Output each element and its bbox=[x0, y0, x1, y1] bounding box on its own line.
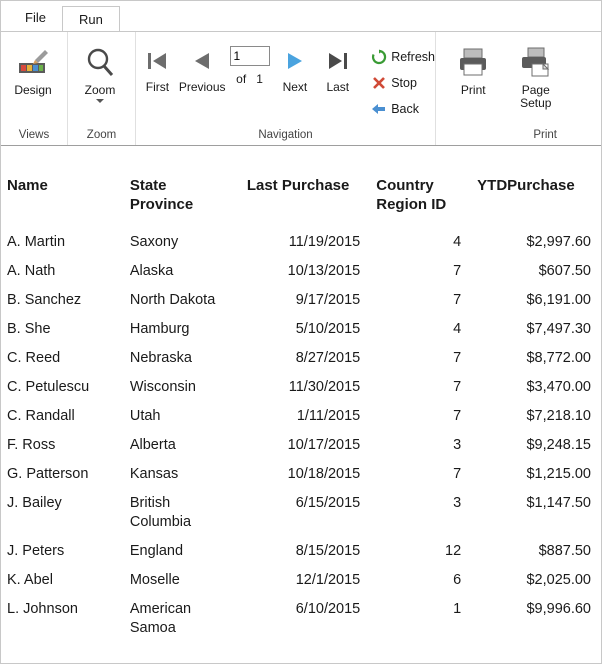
cell-country_region_id: 4 bbox=[453, 234, 462, 250]
ribbon-group-print bbox=[435, 32, 567, 145]
page-of-label: of bbox=[236, 72, 247, 86]
cell-country_region_id: 4 bbox=[453, 321, 462, 337]
cell-state: Kansas bbox=[129, 466, 179, 482]
page-number-control bbox=[226, 38, 274, 86]
cell-country_region_id: 7 bbox=[453, 379, 462, 395]
cell-last_purchase: 12/1/2015 bbox=[295, 572, 361, 588]
design-icon bbox=[15, 42, 51, 82]
table-row bbox=[1, 402, 601, 431]
cell-state: Alberta bbox=[129, 437, 176, 453]
previous-page-label: Previous bbox=[178, 80, 226, 94]
report-table bbox=[1, 176, 601, 643]
cell-country_region_id: 7 bbox=[453, 408, 462, 424]
cell-last_purchase: 10/18/2015 bbox=[287, 466, 361, 482]
table-body bbox=[1, 228, 601, 643]
cell-last_purchase: 6/10/2015 bbox=[295, 601, 361, 617]
table-row bbox=[1, 373, 601, 402]
table-row bbox=[1, 489, 601, 537]
cell-name: C. Randall bbox=[7, 408, 75, 424]
zoom-button[interactable] bbox=[68, 38, 132, 103]
cell-name: B. Sanchez bbox=[7, 292, 82, 308]
cell-last_purchase: 6/15/2015 bbox=[295, 495, 361, 511]
last-page-label: Last bbox=[326, 80, 350, 94]
cell-ytd_purchase: $607.50 bbox=[538, 263, 591, 279]
page-setup-button-label: Page Setup bbox=[520, 83, 552, 110]
tab-file[interactable] bbox=[9, 5, 62, 31]
ribbon-tabstrip bbox=[1, 1, 601, 31]
cell-name: G. Patterson bbox=[7, 466, 89, 482]
back-label: Back bbox=[391, 102, 419, 116]
table-row bbox=[1, 286, 601, 315]
first-page-icon bbox=[144, 44, 170, 78]
table-row bbox=[1, 537, 601, 566]
cell-name: A. Nath bbox=[7, 263, 56, 279]
cell-state: North Dakota bbox=[129, 292, 216, 308]
cell-country_region_id: 7 bbox=[453, 350, 462, 366]
cell-ytd_purchase: $7,497.30 bbox=[526, 321, 591, 337]
column-header-name: Name bbox=[7, 177, 48, 194]
cell-ytd_purchase: $2,025.00 bbox=[526, 572, 591, 588]
ribbon-group-navigation bbox=[135, 32, 435, 145]
cell-state: Saxony bbox=[129, 234, 179, 250]
cell-state: England bbox=[129, 543, 184, 559]
next-page-button[interactable] bbox=[274, 38, 317, 94]
table-row bbox=[1, 431, 601, 460]
stop-button[interactable] bbox=[367, 70, 435, 96]
cell-country_region_id: 1 bbox=[453, 601, 462, 617]
cell-name: J. Bailey bbox=[7, 495, 62, 511]
ribbon bbox=[1, 31, 601, 146]
cell-name: C. Petulescu bbox=[7, 379, 90, 395]
cell-country_region_id: 6 bbox=[453, 572, 462, 588]
column-header-ytd-purchase: YTDPurchase bbox=[477, 177, 575, 194]
back-arrow-icon bbox=[367, 101, 391, 117]
cell-ytd_purchase: $7,218.10 bbox=[526, 408, 591, 424]
cell-ytd_purchase: $2,997.60 bbox=[526, 234, 591, 250]
next-page-icon bbox=[282, 44, 308, 78]
navigation-commands bbox=[359, 38, 435, 122]
design-button-label: Design bbox=[14, 83, 52, 97]
next-page-label: Next bbox=[282, 80, 308, 94]
last-page-icon bbox=[325, 44, 351, 78]
stop-icon bbox=[367, 75, 391, 91]
ribbon-group-views-label: Views bbox=[18, 129, 50, 141]
tab-run-label: Run bbox=[78, 12, 103, 27]
cell-ytd_purchase: $1,147.50 bbox=[526, 495, 591, 511]
cell-state: American Samoa bbox=[129, 601, 192, 636]
cell-last_purchase: 9/17/2015 bbox=[295, 292, 361, 308]
table-row bbox=[1, 344, 601, 373]
cell-name: F. Ross bbox=[7, 437, 56, 453]
cell-last_purchase: 11/30/2015 bbox=[288, 379, 361, 395]
first-page-button[interactable] bbox=[136, 38, 179, 94]
first-page-label: First bbox=[145, 80, 170, 94]
tab-run[interactable] bbox=[62, 6, 120, 32]
refresh-label: Refresh bbox=[391, 50, 435, 64]
cell-ytd_purchase: $9,248.15 bbox=[526, 437, 591, 453]
cell-ytd_purchase: $3,470.00 bbox=[526, 379, 591, 395]
design-button[interactable] bbox=[1, 38, 65, 97]
cell-country_region_id: 3 bbox=[453, 437, 462, 453]
tab-file-label: File bbox=[25, 10, 46, 25]
ribbon-group-zoom-label: Zoom bbox=[86, 129, 117, 141]
cell-state: Wisconsin bbox=[129, 379, 196, 395]
back-button[interactable] bbox=[367, 96, 435, 122]
cell-country_region_id: 7 bbox=[453, 466, 462, 482]
previous-page-button[interactable] bbox=[179, 38, 226, 94]
cell-last_purchase: 8/15/2015 bbox=[295, 543, 361, 559]
refresh-icon bbox=[367, 49, 391, 65]
report-body bbox=[1, 146, 601, 663]
ribbon-group-views bbox=[1, 32, 67, 145]
table-row bbox=[1, 257, 601, 286]
table-row bbox=[1, 595, 601, 643]
printer-icon bbox=[455, 42, 491, 82]
cell-name: L. Johnson bbox=[7, 601, 78, 617]
previous-page-icon bbox=[189, 44, 215, 78]
page-number-input[interactable] bbox=[230, 46, 270, 66]
cell-country_region_id: 12 bbox=[445, 543, 462, 559]
page-total: 1 bbox=[256, 72, 263, 86]
last-page-button[interactable] bbox=[316, 38, 359, 94]
cell-name: B. She bbox=[7, 321, 51, 337]
cell-country_region_id: 7 bbox=[453, 263, 462, 279]
print-button-label: Print bbox=[460, 83, 486, 97]
cell-state: Hamburg bbox=[129, 321, 190, 337]
magnifier-icon bbox=[83, 42, 117, 82]
cell-state: Moselle bbox=[129, 572, 180, 588]
cell-last_purchase: 8/27/2015 bbox=[295, 350, 361, 366]
cell-last_purchase: 1/11/2015 bbox=[296, 408, 361, 424]
table-row bbox=[1, 566, 601, 595]
page-setup-button[interactable] bbox=[505, 38, 568, 110]
cell-name: J. Peters bbox=[7, 543, 65, 559]
stop-label: Stop bbox=[391, 76, 417, 90]
cell-ytd_purchase: $1,215.00 bbox=[526, 466, 591, 482]
cell-ytd_purchase: $6,191.00 bbox=[526, 292, 591, 308]
ribbon-group-navigation-label: Navigation bbox=[258, 129, 313, 141]
cell-country_region_id: 3 bbox=[453, 495, 462, 511]
print-button[interactable] bbox=[442, 38, 505, 97]
column-header-last-purchase: Last Purchase bbox=[246, 177, 350, 194]
cell-last_purchase: 11/19/2015 bbox=[288, 234, 361, 250]
cell-last_purchase: 5/10/2015 bbox=[295, 321, 361, 337]
refresh-button[interactable] bbox=[367, 44, 435, 70]
ribbon-group-zoom bbox=[67, 32, 135, 145]
cell-last_purchase: 10/17/2015 bbox=[287, 437, 361, 453]
cell-name: A. Martin bbox=[7, 234, 66, 250]
ribbon-group-print-label: Print bbox=[533, 129, 557, 141]
cell-ytd_purchase: $9,996.60 bbox=[526, 601, 591, 617]
cell-state: British Columbia bbox=[129, 495, 192, 530]
cell-state: Alaska bbox=[129, 263, 174, 279]
column-header-state-province: State Province bbox=[129, 177, 194, 213]
table-header-row bbox=[1, 176, 601, 228]
zoom-button-label: Zoom bbox=[84, 83, 116, 97]
table-row bbox=[1, 460, 601, 489]
cell-ytd_purchase: $887.50 bbox=[538, 543, 591, 559]
column-header-country-region-id: Country Region ID bbox=[376, 177, 447, 213]
page-setup-icon bbox=[518, 42, 554, 82]
cell-ytd_purchase: $8,772.00 bbox=[526, 350, 591, 366]
cell-name: C. Reed bbox=[7, 350, 61, 366]
cell-name: K. Abel bbox=[7, 572, 53, 588]
cell-last_purchase: 10/13/2015 bbox=[287, 263, 361, 279]
table-row bbox=[1, 315, 601, 344]
chevron-down-icon[interactable] bbox=[96, 99, 104, 103]
page-of-total bbox=[236, 72, 263, 86]
cell-state: Nebraska bbox=[129, 350, 192, 366]
cell-state: Utah bbox=[129, 408, 161, 424]
cell-country_region_id: 7 bbox=[453, 292, 462, 308]
table-row bbox=[1, 228, 601, 257]
